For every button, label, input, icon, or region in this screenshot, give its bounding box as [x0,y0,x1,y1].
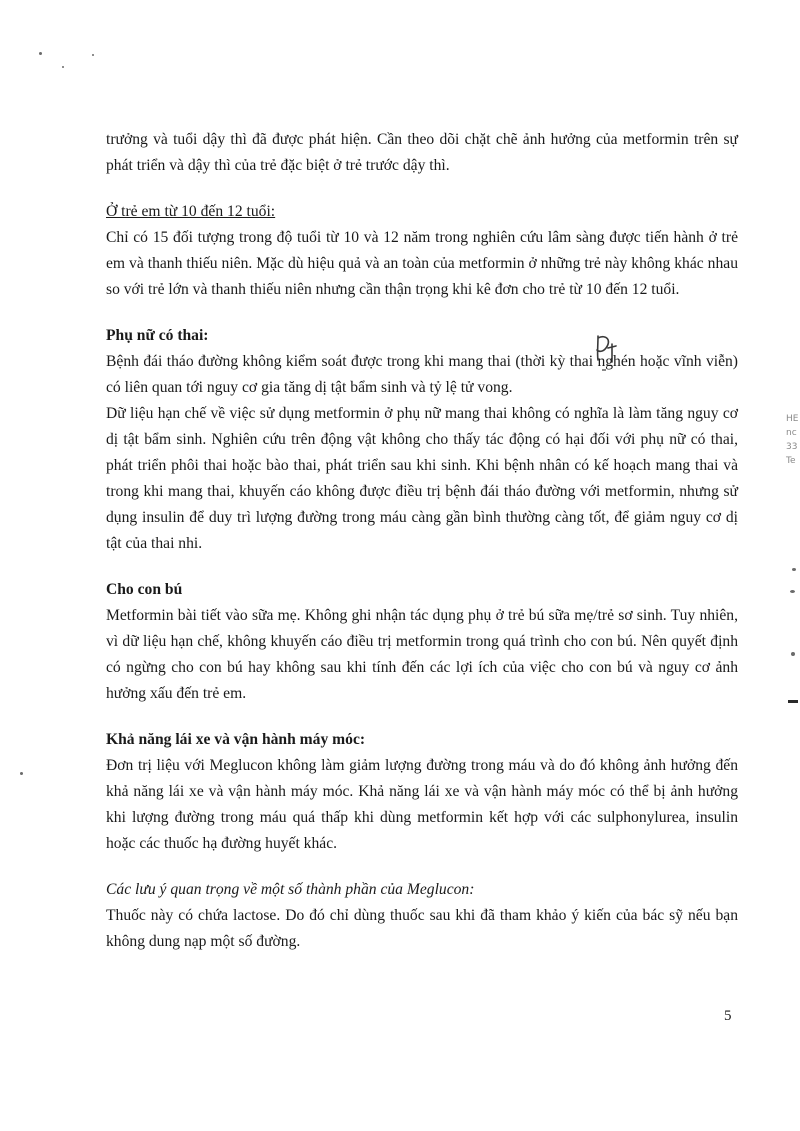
scan-speck [792,568,796,571]
intro-paragraph: trưởng và tuổi dậy thì đã được phát hiện. Cần theo dõi chặt chẽ ảnh hưởng của metformin trên sự phát triển và dậy thì của trẻ đặc biệt ở trẻ trước dậy thì. [106,131,738,174]
margin-fragment-3: 33 [786,442,798,452]
heading-children-10-12: Ở trẻ em từ 10 đến 12 tuổi: [106,203,276,220]
heading-pregnancy: Phụ nữ có thai: [106,327,209,344]
scan-speck [20,772,23,775]
scan-speck [62,66,64,68]
scan-speck [39,52,42,55]
scan-speck [790,590,795,593]
scan-speck [92,54,94,56]
heading-breastfeeding: Cho con bú [106,581,183,598]
margin-fragment-2: nc [786,428,797,438]
pregnancy-paragraph-2: Dữ liệu hạn chế về việc sử dụng metformin ở phụ nữ mang thai không có nghĩa là làm tăng nguy cơ dị tật bẩm sinh. Nghiên cứu trên động vật không cho thấy tác động có hại đối với phụ nữ có thai, phát triển phôi thai hoặc bào thai, phát triển sau khi sinh. Khi bệnh nhân có kế hoạch mang thai và trong khi mang thai, khuyến cáo không được điều trị bệnh đái tháo đường với metformin, nhưng sử dụng insulin để duy trì lượng đường trong máu càng gần bình thường càng tốt, để giảm nguy cơ dị tật của thai nhi. [106,405,738,552]
driving-paragraph: Đơn trị liệu với Meglucon không làm giảm lượng đường trong máu và do đó không ảnh hưởng đến khả năng lái xe và vận hành máy móc. Khả năng lái xe và vận hành máy móc có thể bị ảnh hưởng khi lượng đường trong máu quá thấp khi dùng metformin kết hợp với các sulphonylurea, insulin hoặc các thuốc hạ đường huyết khác. [106,757,738,852]
children-10-12-paragraph: Chỉ có 15 đối tượng trong độ tuổi từ 10 và 12 năm trong nghiên cứu lâm sàng được tiến hành ở trẻ em và thanh thiếu niên. Mặc dù hiệu quả và an toàn của metformin ở những trẻ này không khác nhau so với trẻ lớn và thanh thiếu niên nhưng cần thận trọng khi kê đơn cho trẻ từ 10 đến 12 tuổi. [106,229,738,298]
page-number: 5 [724,1008,732,1024]
document-body [106,127,738,955]
pregnancy-paragraph-1: Bệnh đái tháo đường không kiểm soát được trong khi mang thai (thời kỳ thai nghén hoặc vĩnh viễn) có liên quan tới nguy cơ gia tăng dị tật bẩm sinh và tỷ lệ tử vong. [106,353,738,396]
excipients-paragraph: Thuốc này có chứa lactose. Do đó chỉ dùng thuốc sau khi đã tham khảo ý kiến của bác sỹ nếu bạn không dung nạp một số đường. [106,907,738,950]
margin-fragment-1: HE [786,414,799,424]
scan-speck [791,652,795,656]
heading-driving: Khả năng lái xe và vận hành máy móc: [106,731,366,748]
heading-excipients: Các lưu ý quan trọng về một số thành phần của Meglucon: [106,881,475,898]
margin-fragment-4: Te [786,456,796,466]
edge-bar [788,700,798,703]
breastfeeding-paragraph: Metformin bài tiết vào sữa mẹ. Không ghi nhận tác dụng phụ ở trẻ bú sữa mẹ/trẻ sơ sinh. Tuy nhiên, vì dữ liệu hạn chế, không khuyến cáo điều trị metformin trong quá trình cho con bú. Nên quyết định có ngừng cho con bú hay không sau khi tính đến các lợi ích của việc cho con bú và nguy cơ ảnh hưởng xấu đến trẻ em. [106,607,738,702]
